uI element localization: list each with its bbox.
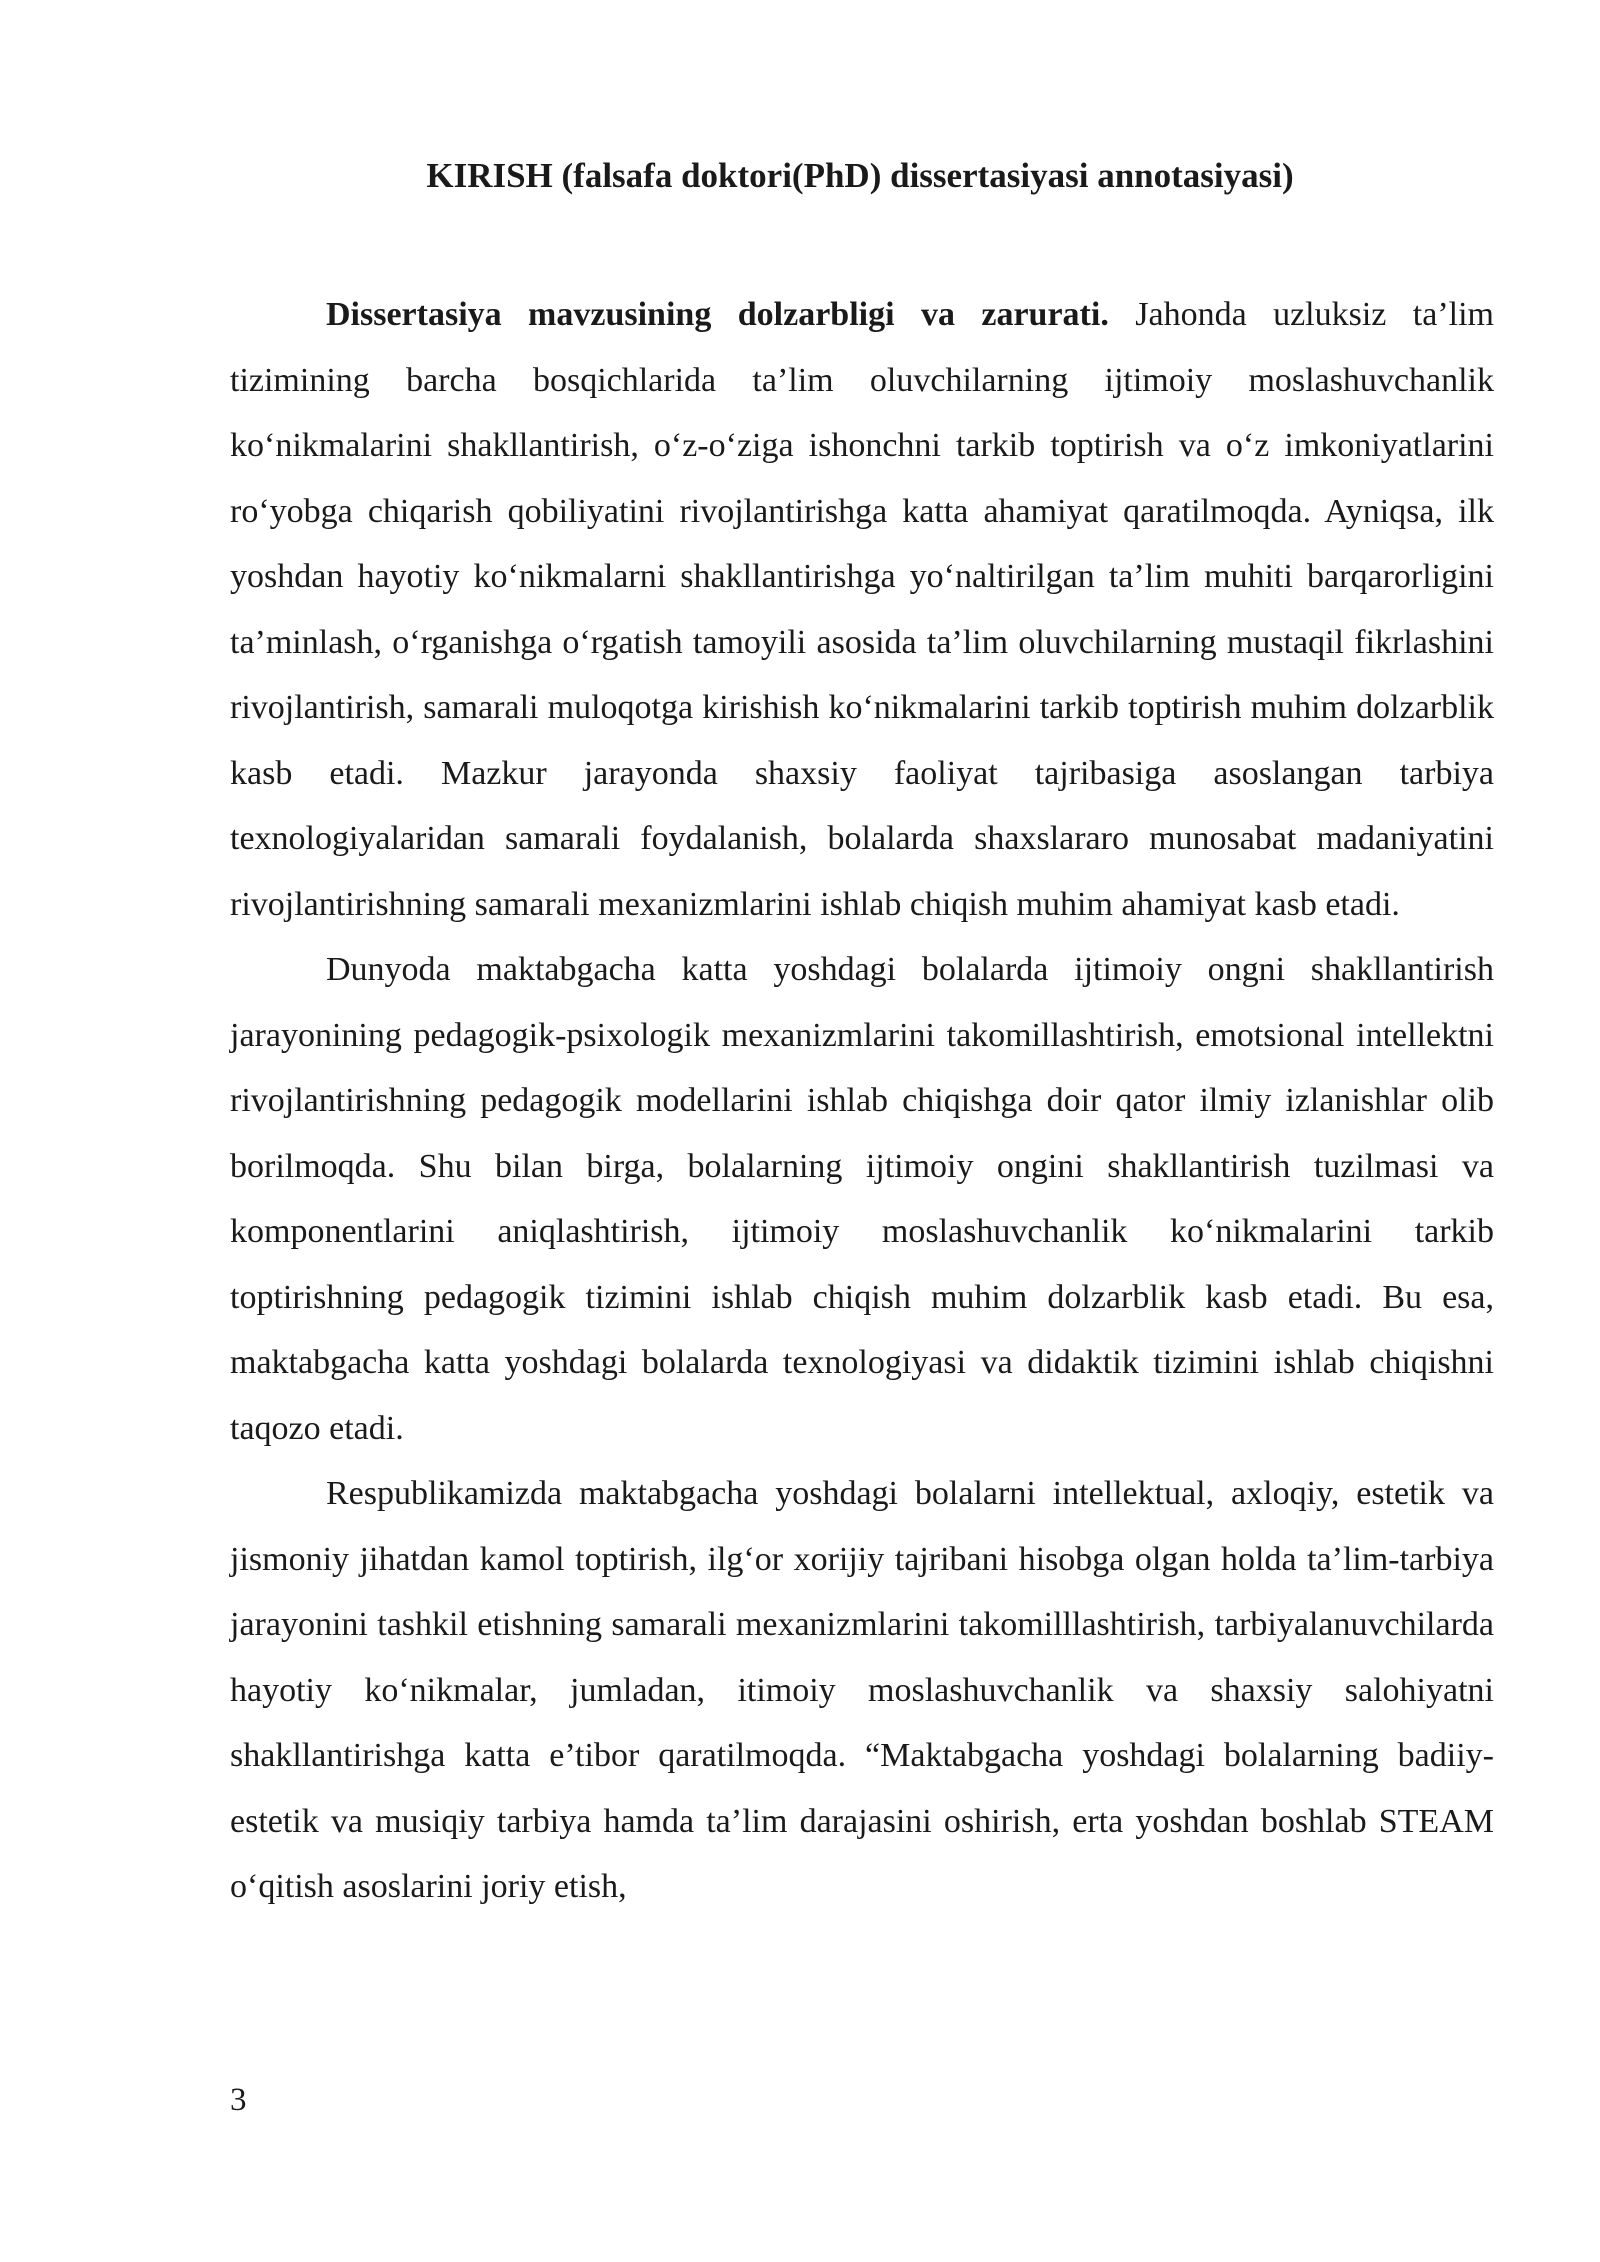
paragraph-world-research (230, 937, 1494, 1461)
paragraph-lead-heading: Dissertasiya mavzusining dolzarbligi va zarurati. (326, 296, 1109, 333)
page-title: KIRISH (falsafa doktori(PhD) dissertasiyasi annotasiyasi) (426, 156, 1294, 195)
paragraph-republic (230, 1461, 1494, 1920)
paragraph-text: Respublikamizda maktabgacha yoshdagi bolalarni intellektual, axloqiy, estetik va jismoniy jihatdan kamol toptirish, ilg‘or xorijiy tajribani hisobga olgan holda ta’lim-tarbiya jarayonini tashkil etishning samarali mexanizmlarini takomilllashtirish, tarbiyalanuvchilarda hayotiy ko‘nikmalar, jumladan, itimoiy moslashuvchanlik va shaxsiy salohiyatni shakllantirishga katta e’tibor qaratilmoqda. “Maktabgacha yoshdagi bolalarning badiiy-estetik va musiqiy tarbiya hamda ta’lim darajasini oshirish, erta yoshdan boshlab STEAM o‘qitish asoslarini joriy etish, (230, 1475, 1494, 1905)
paragraph-relevance (230, 282, 1494, 937)
paragraph-text: Jahonda uzluksiz ta’lim tizimining barcha bosqichlarida ta’lim oluvchilarning ijtimoiy moslashuvchanlik ko‘nikmalarini shakllantirish, o‘z-o‘ziga ishonchni tarkib toptirish va o‘z imkoniyatlarini ro‘yobga chiqarish qobiliyatini rivojlantirishga katta ahamiyat qaratilmoqda. Ayniqsa, ilk yoshdan hayotiy ko‘nikmalarni shakllantirishga yo‘naltirilgan ta’lim muhiti barqarorligini ta’minlash, o‘rganishga o‘rgatish tamoyili asosida ta’lim oluvchilarning mustaqil fikrlashini rivojlantirish, samarali muloqotga kirishish ko‘nikmalarini tarkib toptirish muhim dolzarblik kasb etadi. Mazkur jarayonda shaxsiy faoliyat tajribasiga asoslangan tarbiya texnologiyalaridan samarali foydalanish, bolalarda shaxslararo munosabat madaniyatini rivojlantirishning samarali mexanizmlarini ishlab chiqish muhim ahamiyat kasb etadi. (230, 296, 1494, 923)
page-number: 3 (230, 2082, 247, 2118)
paragraph-text: Dunyoda maktabgacha katta yoshdagi bolalarda ijtimoiy ongni shakllantirish jarayonining pedagogik-psixologik mexanizmlarini takomillashtirish, emotsional intellektni rivojlantirishning pedagogik modellarini ishlab chiqishga doir qator ilmiy izlanishlar olib borilmoqda. Shu bilan birga, bolalarning ijtimoiy ongini shakllantirish tuzilmasi va komponentlarini aniqlashtirish, ijtimoiy moslashuvchanlik ko‘nikmalarini tarkib toptirishning pedagogik tizimini ishlab chiqish muhim dolzarblik kasb etadi. Bu esa, maktabgacha katta yoshdagi bolalarda texnologiyasi va didaktik tizimini ishlab chiqishni taqozo etadi. (230, 951, 1494, 1447)
body-text (230, 282, 1494, 1920)
